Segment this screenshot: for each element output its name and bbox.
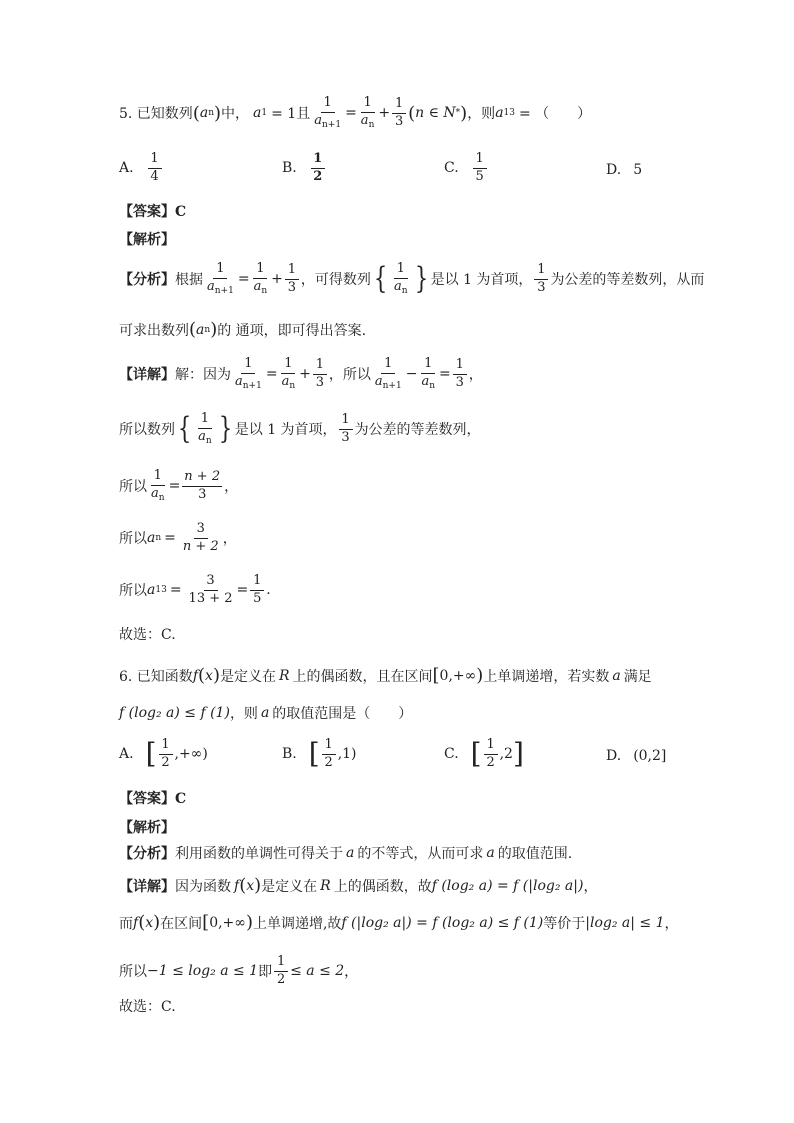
q5-line-a: 所以数列 { $\frac{1}{a_n}$ } 是以 1 为首项， $\frac{1}{3}$ 为公差的等差数列， <box>119 411 481 447</box>
q5-line-d: 所以 a 13 = $\frac{3}{13 + 2}$ = $\frac{1}{5}$ . <box>119 573 271 606</box>
q6-option-d[interactable]: D. (0,2] <box>606 748 667 764</box>
q5-fenxi: 【分析】 根据 $\frac{1}{a_{n+1}}$ = $\frac{1}{a_n}$ + $\frac{1}{3}$ ，可得数列 { $\frac{1}{a_n}$ } 是以 1 为首项， $\frac{1}{3}$ 为公差的等差数列，从而 <box>119 261 705 297</box>
q5-detail: 【详解】 解：因为 $\frac{1}{a_{n+1}}$ = $\frac{1}{a_n}$ + $\frac{1}{3}$ ，所以 $\frac{1}{a_{n+1}}$ − $\frac{1}{a_n}$ = $\frac{1}{3}$ ， <box>119 356 483 391</box>
q5-stem: 5. 已知数列 ( a n ) 中， a 1 = 1且 $\frac{1}{a_{n+1}}$ = $\frac{1}{a_n}$ + $\frac{1}{3}$ ( n ∈ N * ) ，则 a 13 = （ ） <box>119 95 592 130</box>
q6-option-c[interactable]: C. [ $\frac{1}{2}$ ,2 ] <box>444 737 524 771</box>
q6-option-b[interactable]: B. [ $\frac{1}{2}$ ,1) <box>282 737 357 771</box>
q6-stem: 6. 已知函数 f ( x ) 是定义在 R 上的偶函数，且在区间 [ 0,+∞ ) 上单调递增，若实数 a 满足 <box>119 665 652 686</box>
q5-line-c: 所以 a n = $\frac{3}{n + 2}$ ， <box>119 521 237 554</box>
q5-option-b[interactable]: B. $\frac{1}{2}$ <box>282 152 327 185</box>
q6-detail-line2: 而 f ( x ) 在区间 [ 0,+∞ ) 上单调递增,故 f (|log₂ a|) = f (log₂ a) ≤ f (1) 等价于 |log₂ a| ≤ 1 ， <box>119 912 679 933</box>
q6-fenxi: 【分析】 利用函数的单调性可得关于 a 的不等式，从而可求 a 的取值范围. <box>119 845 573 862</box>
q6-stem-line2: f (log₂ a) ≤ f (1) ，则 a 的取值范围是（ ） <box>119 705 413 722</box>
q5-analysis-label: 【解析】 <box>119 232 175 248</box>
q5-line-b: 所以 $\frac{1}{a_n}$ = $\frac{n + 2}{3}$ ， <box>119 468 239 503</box>
q5-option-c[interactable]: C. $\frac{1}{5}$ <box>444 152 489 185</box>
q5-option-d[interactable]: D. 5 <box>606 162 643 178</box>
q6-answer: 【答案】C <box>119 791 187 807</box>
q6-detail-line3: 所以 −1 ≤ log₂ a ≤ 1 即 $\frac{1}{2}$ ≤ a ≤ 2 ， <box>119 954 359 987</box>
q6-analysis-label: 【解析】 <box>119 820 175 836</box>
q5-choose: 故选：C. <box>119 627 176 643</box>
q5-stem-prefix: 5. 已知数列 <box>119 106 193 123</box>
q5-fenxi-line2: 可求出数列 ( a n ) 的 通项，即可得出答案. <box>119 319 367 340</box>
q6-choose: 故选：C. <box>119 999 176 1015</box>
q6-detail: 【详解】 因为函数 f ( x ) 是定义在 R 上的偶函数，故 f (log₂ a) = f (|log₂ a|) ， <box>119 875 598 896</box>
q5-frac-lhs: $\frac{1}{a_{n+1}}$ <box>314 95 342 130</box>
q5-option-a[interactable]: A. $\frac{1}{4}$ <box>119 152 164 185</box>
q6-option-a[interactable]: A. [ $\frac{1}{2}$ ,+∞) <box>119 737 208 771</box>
q5-answer: 【答案】C <box>119 204 187 220</box>
